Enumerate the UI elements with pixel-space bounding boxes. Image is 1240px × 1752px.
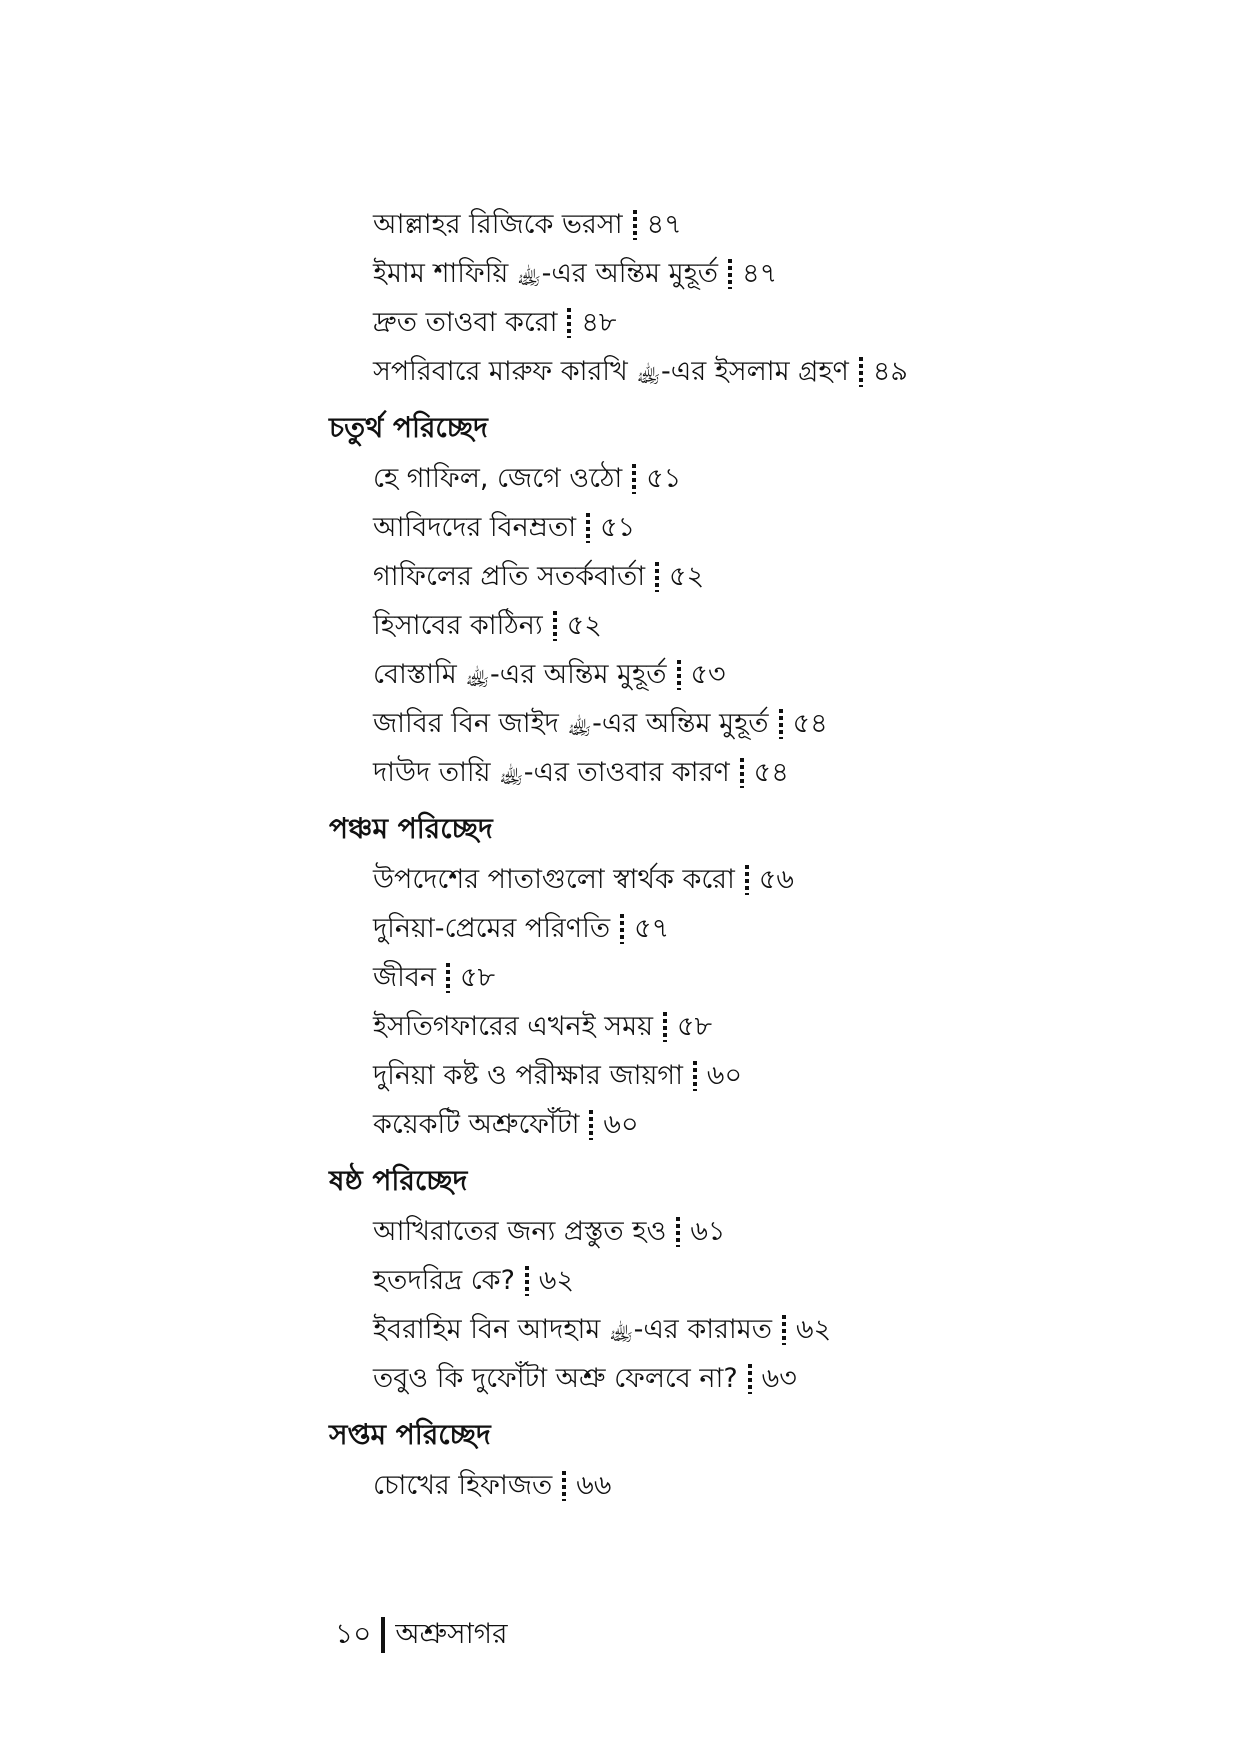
dotted-separator (655, 562, 659, 592)
toc-section (335, 200, 1195, 396)
entry-title: আবিদদের বিনম্রতা (373, 512, 577, 543)
toc-entry (373, 1051, 1195, 1100)
entry-page-number: ৬০ (603, 1109, 639, 1140)
toc-entry (373, 953, 1195, 1002)
toc-entry (373, 347, 1195, 396)
toc-entry (373, 1100, 1195, 1149)
dotted-separator (553, 611, 557, 641)
dotted-separator (589, 1110, 593, 1140)
entry-page-number: ৫৪ (792, 708, 828, 739)
dotted-separator (779, 709, 783, 739)
dotted-separator (677, 660, 681, 690)
dotted-separator (728, 259, 732, 289)
page-number: ১০ (335, 1616, 372, 1650)
dotted-separator (620, 914, 624, 944)
toc-entry (373, 249, 1195, 298)
toc-entry (373, 298, 1195, 347)
dotted-separator (562, 1471, 566, 1501)
dotted-separator (745, 865, 749, 895)
entry-page-number: ৫৮ (677, 1011, 713, 1042)
dotted-separator (782, 1315, 786, 1345)
toc-section (329, 809, 1195, 1149)
entry-page-number: ৫৪ (753, 757, 789, 788)
entry-title: চোখের হিফাজত (373, 1470, 553, 1501)
page-footer (335, 1615, 507, 1655)
toc-entry (373, 454, 1195, 503)
entry-title: ইমাম শাফিয়ি ﵀-এর অন্তিম মুহূর্ত (373, 258, 719, 289)
toc-section (329, 1161, 1195, 1403)
entry-page-number: ৫৩ (690, 659, 726, 690)
entry-title: সপরিবারে মারুফ কারখি ﵀-এর ইসলাম গ্রহণ (373, 356, 849, 387)
toc-entry (373, 904, 1195, 953)
toc-entry (373, 748, 1195, 797)
section-heading: ষষ্ঠ পরিচ্ছেদ (329, 1164, 468, 1197)
dotted-separator (525, 1266, 529, 1296)
toc-section (329, 408, 1195, 797)
toc-entry (373, 650, 1195, 699)
entry-page-number: ৫২ (669, 561, 705, 592)
toc-entry (373, 200, 1195, 249)
entry-title: দুনিয়া কষ্ট ও পরীক্ষার জায়গা (373, 1060, 683, 1091)
section-heading: চতুর্থ পরিচ্ছেদ (329, 411, 488, 444)
entry-page-number: ৬২ (538, 1265, 575, 1296)
entry-title: দ্রুত তাওবা করো (373, 307, 558, 338)
dotted-separator (740, 758, 744, 788)
entry-page-number: ৫২ (566, 610, 602, 641)
entry-page-number: ৪৮ (581, 307, 617, 338)
entry-title: জীবন (373, 962, 437, 993)
entry-title: দুনিয়া-প্রেমের পরিণতি (373, 913, 611, 944)
dotted-separator (446, 963, 450, 993)
section-heading: সপ্তম পরিচ্ছেদ (329, 1418, 491, 1451)
entry-page-number: ৪৯ (872, 356, 908, 387)
entry-title: হিসাবের কাঠিন্য (373, 610, 543, 641)
entry-page-number: ৪৭ (742, 258, 778, 289)
toc-entry (373, 855, 1195, 904)
toc-entry (373, 552, 1195, 601)
entry-title: হতদরিদ্র কে? (373, 1265, 515, 1296)
entry-title: হে গাফিল, জেগে ওঠো (373, 463, 623, 494)
dotted-separator (693, 1061, 697, 1091)
entry-title: তবুও কি দুফোঁটা অশ্রু ফেলবে না? (373, 1363, 738, 1394)
entry-page-number: ৫৬ (758, 864, 794, 895)
toc-section (329, 1415, 1195, 1510)
entry-title: ইসতিগফারের এখনই সময় (373, 1011, 654, 1042)
entry-page-number: ৫৭ (634, 913, 670, 944)
dotted-separator (859, 357, 863, 387)
toc-entry (373, 503, 1195, 552)
table-of-contents (329, 200, 1195, 1510)
book-title: অশ্রুসাগর (395, 1616, 508, 1650)
entry-page-number: ৫১ (600, 512, 636, 543)
toc-entry (373, 1256, 1195, 1305)
entry-title: দাউদ তায়ি ﵀-এর তাওবার কারণ (373, 757, 730, 788)
entry-title: জাবির বিন জাইদ ﵀-এর অন্তিম মুহূর্ত (373, 708, 769, 739)
entry-title: উপদেশের পাতাগুলো স্বার্থক করো (373, 864, 735, 895)
section-heading: পঞ্চম পরিচ্ছেদ (329, 812, 493, 845)
toc-entry (373, 1354, 1195, 1403)
dotted-separator (567, 308, 571, 338)
entry-page-number: ৬২ (796, 1314, 832, 1345)
dotted-separator (676, 1217, 680, 1247)
toc-entry (373, 1002, 1195, 1051)
entry-page-number: ৪৭ (646, 209, 682, 240)
toc-entry (373, 601, 1195, 650)
entry-page-number: ৬০ (706, 1060, 743, 1091)
entry-title: বোস্তামি ﵀-এর অন্তিম মুহূর্ত (373, 659, 667, 690)
entry-page-number: ৫১ (646, 463, 682, 494)
entry-title: আল্লাহর রিজিকে ভরসা (373, 209, 623, 240)
toc-entry (373, 699, 1195, 748)
toc-entry (373, 1207, 1195, 1256)
footer-divider (381, 1617, 385, 1653)
toc-entry (373, 1305, 1195, 1354)
entry-title: ইবরাহিম বিন আদহাম ﵀-এর কারামত (373, 1314, 773, 1345)
entry-page-number: ৬৩ (761, 1363, 797, 1394)
entry-page-number: ৫৮ (460, 962, 496, 993)
entry-title: আখিরাতের জন্য প্রস্তুত হও (373, 1216, 667, 1247)
dotted-separator (748, 1364, 752, 1394)
entry-title: কয়েকটি অশ্রুফোঁটা (373, 1109, 580, 1140)
dotted-separator (632, 464, 636, 494)
dotted-separator (586, 513, 590, 543)
dotted-separator (633, 210, 637, 240)
dotted-separator (663, 1012, 667, 1042)
toc-entry (373, 1461, 1195, 1510)
entry-page-number: ৬৬ (576, 1470, 612, 1501)
entry-page-number: ৬১ (690, 1216, 726, 1247)
entry-title: গাফিলের প্রতি সতর্কবার্তা (373, 561, 646, 592)
